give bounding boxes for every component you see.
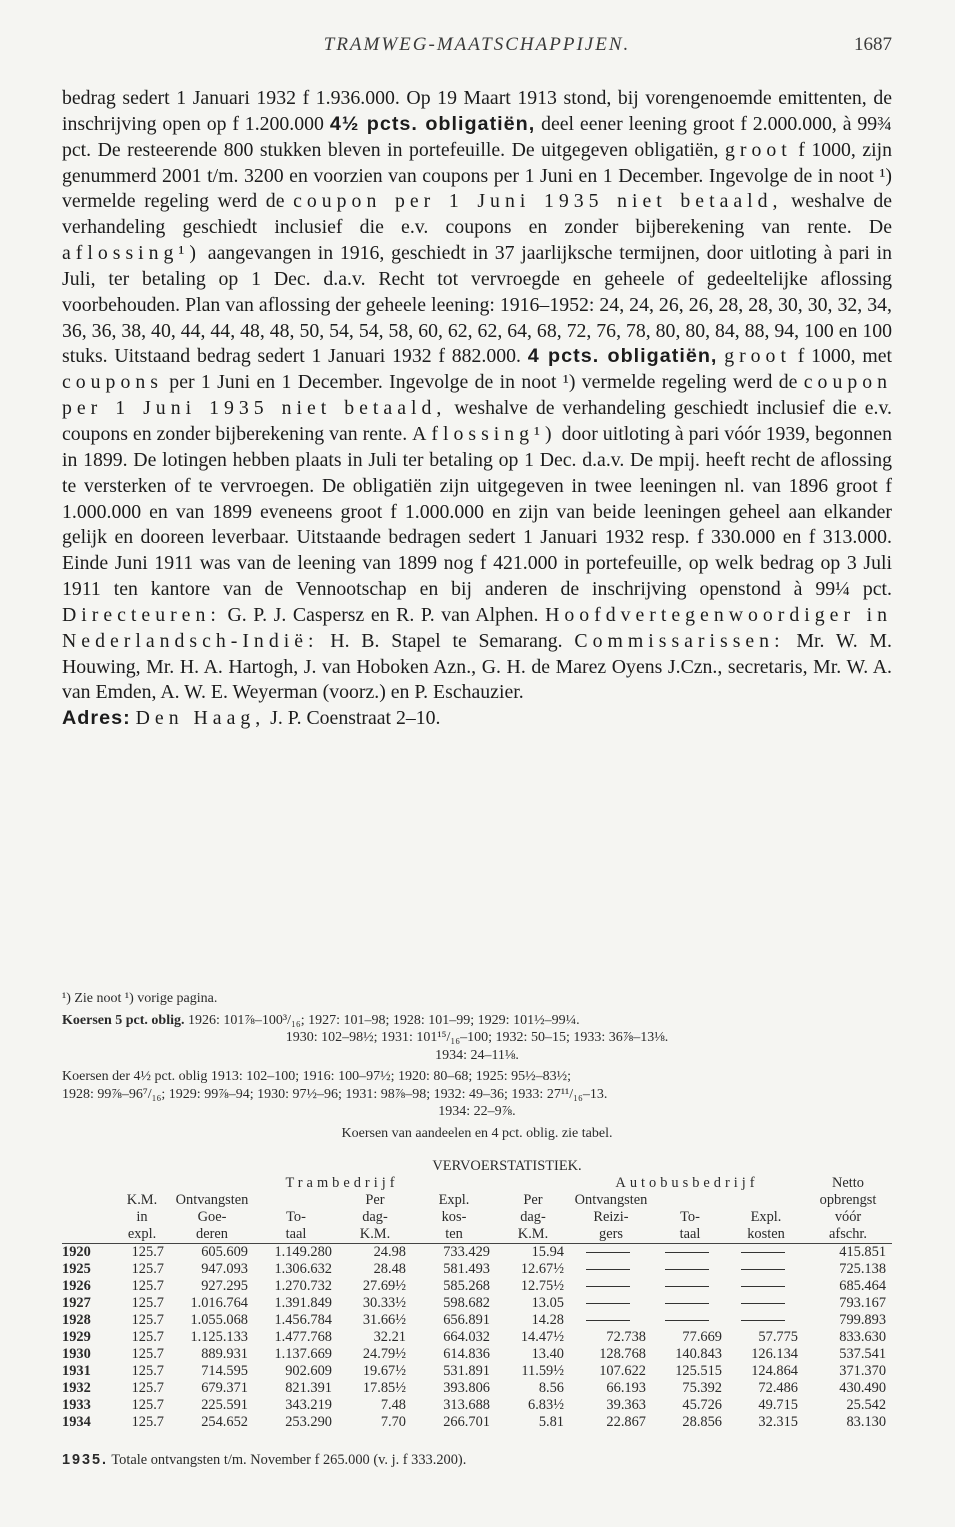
column-header: taal: [679, 1226, 701, 1242]
column-header: ten: [445, 1226, 463, 1242]
table-cell: 39.363: [606, 1397, 646, 1413]
heading-obligations-45: 4½ pcts. obligatiën,: [329, 112, 536, 135]
table-cell: 585.268: [443, 1278, 490, 1294]
column-header: Ontvangsten: [175, 1192, 249, 1208]
table-cell: 125.7: [131, 1295, 164, 1311]
row-year: 1929: [62, 1329, 91, 1345]
text-run: H. B. Stapel te Semarang.: [330, 629, 563, 652]
table-cell: [652, 1278, 728, 1295]
table-cell: 415.851: [839, 1244, 887, 1260]
empty-dash: [665, 1252, 709, 1253]
group-bus: Autobusbedrijf: [615, 1175, 759, 1191]
empty-dash: [741, 1269, 785, 1270]
table-cell: [728, 1261, 804, 1278]
column-header: opbrengst: [819, 1192, 877, 1208]
column-header: To-: [680, 1209, 700, 1225]
table-cell: 537.541: [839, 1346, 887, 1362]
table-cell: 614.836: [443, 1346, 490, 1362]
empty-dash: [741, 1252, 785, 1253]
table-cell: 714.595: [201, 1363, 248, 1379]
column-header: kosten: [747, 1226, 785, 1242]
table-cell: 1.125.133: [190, 1329, 248, 1345]
table-cell: 733.429: [443, 1244, 490, 1260]
column-header: kos-: [441, 1209, 467, 1225]
table-cell: 49.715: [758, 1397, 798, 1413]
header-row-3: [62, 1226, 892, 1244]
quotes-45pct-line: Koersen der 4½ pct. oblig 1913: 102–100; 1916: 100–97½; 1920: 80–68; 1925: 95½–83½;: [62, 1069, 572, 1084]
table-cell: 11.59½: [521, 1363, 564, 1379]
table-cell: 393.806: [443, 1380, 490, 1396]
empty-dash: [586, 1303, 630, 1304]
table-cell: 125.7: [131, 1244, 164, 1260]
group-tram: Trambedrijf: [285, 1175, 399, 1191]
text-run: G. P. J. Caspersz en R. P. van Alphen.: [227, 603, 539, 626]
table-cell: [570, 1295, 652, 1312]
table-cell: 14.47½: [520, 1329, 564, 1345]
table-cell: 28.48: [373, 1261, 406, 1277]
table-row: [62, 1312, 892, 1329]
table-cell: 371.370: [839, 1363, 887, 1379]
empty-dash: [741, 1303, 785, 1304]
table-cell: 947.093: [201, 1261, 248, 1277]
table-cell: 125.515: [675, 1363, 722, 1379]
statistics-table: [62, 1158, 892, 1431]
header-row-2: [62, 1209, 892, 1226]
table-cell: 793.167: [839, 1295, 887, 1311]
empty-dash: [586, 1252, 630, 1253]
table-cell: 343.219: [285, 1397, 332, 1413]
table-cell: 1.270.732: [274, 1278, 332, 1294]
table-cell: 125.7: [131, 1363, 164, 1379]
table-cell: 125.7: [131, 1414, 164, 1430]
quotes-shares-note: Koersen van aandeelen en 4 pct. oblig. zie tabel.: [341, 1125, 613, 1141]
table-cell: 7.48: [380, 1397, 406, 1413]
table-cell: 24.98: [373, 1244, 406, 1260]
label-directors: Directeuren:: [62, 603, 221, 626]
table-cell: 1.456.784: [274, 1312, 332, 1328]
column-header: taal: [285, 1226, 307, 1242]
address-city: Den Haag,: [135, 707, 266, 730]
column-header: dag-: [520, 1209, 546, 1225]
table-cell: 125.7: [131, 1278, 164, 1294]
table-cell: 1.149.280: [274, 1244, 332, 1260]
quotes-line: 1926: 101⅞–100³/₁₆; 1927: 101–98; 1928: 101–99; 1929: 101½–99¼.: [188, 1012, 580, 1028]
main-text: [62, 86, 892, 732]
column-header: K.M.: [126, 1192, 158, 1208]
footnote-1: ¹) Zie noot ¹) vorige pagina.: [62, 991, 218, 1006]
footnotes: [62, 990, 892, 1142]
table-cell: [652, 1261, 728, 1278]
table-cell: [570, 1312, 652, 1329]
table-cell: 77.669: [682, 1329, 722, 1345]
table-cell: 125.7: [131, 1380, 164, 1396]
row-year: 1927: [62, 1295, 91, 1311]
column-header: Goe-: [197, 1209, 227, 1225]
quotes-45pct-line: 1928: 99⅞–96⁷/₁₆; 1929: 99⅞–94; 1930: 97½–96; 1931: 98⅞–98; 1932: 49–36; 1933: 27¹¹/₁₆–13.: [62, 1086, 608, 1102]
text-run: Mr. W. M. Houwing, Mr. H. A. Hartogh, J. van Hoboken Azn., G. H. de Marez Oyens J.Czn., secretaris, Mr. W. A. van Emden, A. W. E. Weyerman (voorz.) en P. Eschauzier.: [62, 629, 892, 704]
column-header: Ontvangsten: [574, 1192, 648, 1208]
paragraph-obligations: [62, 86, 892, 706]
label-commissioners: Commissarissen:: [574, 629, 785, 652]
text-run: weshalve de verhandeling geschiedt inclusief die e.v. coupons en zonder bijberekening van rente.: [62, 397, 892, 445]
table-cell: 72.486: [758, 1380, 798, 1396]
table-cell: [652, 1312, 728, 1329]
transport-statistics: [62, 1158, 892, 1431]
table-cell: 45.726: [682, 1397, 722, 1413]
table-cell: 225.591: [201, 1397, 248, 1413]
table-cell: 72.738: [606, 1329, 646, 1345]
column-header: K.M.: [517, 1226, 549, 1242]
empty-dash: [665, 1303, 709, 1304]
table-cell: 430.490: [839, 1380, 887, 1396]
row-year: 1934: [62, 1414, 91, 1430]
table-cell: 107.622: [599, 1363, 646, 1379]
text-run: bedrag sedert 1 Januari 1932 f 1.936.000. Op 19 Maart 1913 stond, bij vorengenoemde emittenten, de inschrijving open op f 1.200.000: [62, 87, 892, 135]
table-cell: 14.28: [531, 1312, 564, 1328]
table-row: [62, 1346, 892, 1363]
table-row: [62, 1278, 892, 1295]
text-run: door uitloting à pari vóór 1939, begonnen in 1899. De lotingen hebben plaats in Juli ter betaling op 1 Dec. d.a.v. De mpij. heeft recht de aflossing te versterken of te vervroegen. De obligatiën zijn uitgegeven in twee leeningen nl. van 1896 groot f 1.000.000 en van 1899 eveneens groot f 1.000.000 en zijn van beide leeningen geheel aan elkander gelijk en dooreen leverbaar. Uitstaande bedragen sedert 1 Januari 1932 resp. f 330.000 en f 313.000. Einde Juni 1911 was van de leening van 1899 nog f 421.000 in portefeuille, op welk bedrag op 3 Juli 1911 ten kantore van de Vennootschap en bij anderen de inschrijving openstond à 99¼ pct.: [62, 422, 892, 601]
empty-dash: [741, 1320, 785, 1321]
text-run: f 1000, met: [797, 345, 892, 368]
table-cell: 28.856: [682, 1414, 722, 1430]
table-cell: 8.56: [538, 1380, 564, 1396]
column-header: gers: [599, 1226, 623, 1242]
table-cell: 126.134: [751, 1346, 798, 1362]
table-cell: 25.542: [846, 1397, 887, 1413]
table-row: [62, 1380, 892, 1397]
spaced-term: coupon per 1 Juni 1935 niet betaald,: [293, 190, 783, 213]
table-cell: [728, 1295, 804, 1312]
table-cell: 128.768: [599, 1346, 646, 1362]
table-cell: 57.775: [758, 1329, 798, 1345]
quotes-5pct-label: Koersen 5 pct. oblig.: [62, 1012, 185, 1028]
table-cell: 125.7: [131, 1261, 164, 1277]
empty-dash: [665, 1286, 709, 1287]
table-cell: 725.138: [839, 1261, 887, 1277]
table-cell: 75.392: [682, 1380, 722, 1396]
table-cell: 7.70: [380, 1414, 406, 1430]
table-cell: 821.391: [285, 1380, 332, 1396]
column-header: [728, 1192, 804, 1209]
table-cell: 32.315: [758, 1414, 798, 1430]
page-number: 1687: [854, 34, 892, 55]
column-header: vóór: [834, 1209, 862, 1225]
table-row: [62, 1414, 892, 1431]
row-year: 1926: [62, 1278, 91, 1294]
table-cell: 605.609: [201, 1244, 248, 1260]
table-cell: 253.290: [285, 1414, 332, 1430]
table-cell: 32.21: [373, 1329, 406, 1345]
table-cell: 833.630: [839, 1329, 887, 1345]
empty-dash: [586, 1269, 630, 1270]
table-cell: 531.891: [443, 1363, 490, 1379]
table-cell: 1.477.768: [274, 1329, 332, 1345]
table-cell: 125.7: [131, 1329, 164, 1345]
header-row-1: [62, 1192, 892, 1209]
empty-dash: [741, 1286, 785, 1287]
table-cell: [652, 1295, 728, 1312]
table-cell: 30.33½: [362, 1295, 406, 1311]
row-year: 1925: [62, 1261, 91, 1277]
table-cell: 1.016.764: [190, 1295, 248, 1311]
table-cell: [570, 1261, 652, 1278]
table-cell: 799.893: [839, 1312, 887, 1328]
row-year: 1920: [62, 1244, 91, 1260]
table-cell: 12.75½: [520, 1278, 564, 1294]
table-cell: [728, 1278, 804, 1295]
table-cell: 581.493: [443, 1261, 490, 1277]
quotes-5pct: [62, 1012, 892, 1030]
spaced-term: coupon per 1 Juni 1935 niet betaald,: [62, 371, 893, 420]
table-cell: 66.193: [606, 1380, 646, 1396]
text-run: f 1000, zijn genummerd 2001 t/m. 3200 en voorzien van coupons per 1 Juni en 1 December. Ingevolge de in noot ¹) vermelde regeling werd de: [62, 138, 892, 213]
header-title: TRAMWEG-MAATSCHAPPIJEN.: [323, 34, 631, 55]
quotes-line: 1930: 102–98½; 1931: 101¹⁵/₁₆–100; 1932: 50–15; 1933: 36⅞–13⅛.: [285, 1030, 669, 1045]
row-year: 1932: [62, 1380, 91, 1396]
table-cell: 15.94: [531, 1244, 564, 1260]
table-cell: 902.609: [285, 1363, 332, 1379]
table-cell: 124.864: [751, 1363, 798, 1379]
column-header: Expl.: [438, 1192, 470, 1208]
table-cell: 1.391.849: [274, 1295, 332, 1311]
table-cell: 927.295: [201, 1278, 248, 1294]
empty-dash: [586, 1320, 630, 1321]
row-year: 1931: [62, 1363, 91, 1379]
column-header: afschr.: [829, 1226, 867, 1242]
table-row: [62, 1244, 892, 1262]
empty-dash: [665, 1269, 709, 1270]
column-header: deren: [196, 1226, 228, 1242]
quotes-line: 1934: 24–11⅛.: [435, 1047, 519, 1063]
column-header: To-: [286, 1209, 306, 1225]
total-1935: [62, 1452, 892, 1469]
column-header: dag-: [362, 1209, 388, 1225]
spaced-term: Aflossing¹): [412, 422, 557, 445]
row-year: 1933: [62, 1397, 91, 1413]
spaced-term: groot: [724, 138, 792, 161]
table-cell: 13.40: [531, 1346, 564, 1362]
table-cell: 125.7: [131, 1397, 164, 1413]
spaced-term: aflossing¹): [62, 242, 201, 265]
table-cell: 889.931: [201, 1346, 248, 1362]
table-cell: [652, 1244, 728, 1262]
table-cell: 1.137.669: [274, 1346, 332, 1362]
label-address: Adres:: [62, 707, 131, 730]
row-year: 1928: [62, 1312, 91, 1328]
row-year: 1930: [62, 1346, 91, 1362]
table-row: [62, 1397, 892, 1414]
table-cell: 664.032: [443, 1329, 490, 1345]
table-row: [62, 1329, 892, 1346]
table-row: [62, 1261, 892, 1278]
table-cell: [728, 1244, 804, 1262]
table-cell: 313.688: [443, 1397, 490, 1413]
column-header: [652, 1192, 728, 1209]
text-run: aangevangen in 1916, geschiedt in 37 jaarlijksche termijnen, door uitloting à pari in Juli, ter betaling op 1 Dec. d.a.v. Recht tot vervroegde en geheele of gedeeltelijke aflossing voorbehouden. Plan van aflossing der geheele leening: 1916–1952: 24, 24, 26, 26, 28, 28, 30, 30, 32, 34, 36, 36, 38, 40, 44, 44, 48, 48, 50, 54, 54, 58, 60, 62, 62, 64, 68, 72, 76, 78, 80, 80, 84, 88, 94, 100 en 100 stuks. Uitstaand bedrag sedert 1 Januari 1932 f 882.000.: [62, 242, 892, 368]
table-cell: 266.701: [443, 1414, 490, 1430]
table-row: [62, 1363, 892, 1380]
column-header: Reizi-: [593, 1209, 629, 1225]
table-cell: 12.67½: [520, 1261, 564, 1277]
column-header: K.M.: [359, 1226, 391, 1242]
column-header: Per: [523, 1192, 543, 1208]
table-cell: 685.464: [839, 1278, 887, 1294]
text-run: weshalve de verhandeling geschiedt inclusief die e.v. coupons en zonder bijberekening van rente. De: [62, 190, 893, 239]
group-net: Netto: [832, 1175, 864, 1191]
column-header: expl.: [127, 1226, 157, 1242]
label-representative: Hoofdvertegenwoordiger in Nederlandsch-Indië:: [62, 603, 893, 652]
table-cell: [728, 1312, 804, 1329]
text-run: deel eener leening groot f 2.000.000, à 99¾ pct. De resteerende 800 stukken bleven in portefeuille. De uitgegeven obligatiën,: [62, 112, 892, 161]
table-cell: 656.891: [443, 1312, 490, 1328]
text-run: per 1 Juni en 1 December. Ingevolge de in noot ¹) vermelde regeling werd de: [169, 371, 798, 394]
column-header: Expl.: [750, 1209, 782, 1225]
table-cell: 598.682: [443, 1295, 490, 1311]
table-cell: 679.371: [201, 1380, 248, 1396]
year-1935: 1935.: [62, 1452, 109, 1468]
table-cell: [570, 1278, 652, 1295]
address-line: [62, 706, 892, 732]
table-cell: 6.83½: [528, 1397, 564, 1413]
table-cell: 19.67½: [362, 1363, 406, 1379]
table-cell: 13.05: [531, 1295, 564, 1311]
table-cell: 1.306.632: [274, 1261, 332, 1277]
table-cell: 31.66½: [362, 1312, 406, 1328]
table-cell: [570, 1244, 652, 1262]
running-header: [62, 34, 892, 62]
table-cell: 83.130: [846, 1414, 887, 1430]
column-header: in: [136, 1209, 148, 1225]
table-cell: 125.7: [131, 1346, 164, 1362]
table-cell: 27.69½: [362, 1278, 406, 1294]
table-cell: 17.85½: [362, 1380, 406, 1396]
table-cell: 1.055.068: [190, 1312, 248, 1328]
table-cell: 24.79½: [362, 1346, 406, 1362]
empty-dash: [586, 1286, 630, 1287]
quotes-45pct-line: 1934: 22–9⅞.: [438, 1104, 516, 1119]
table-cell: 125.7: [131, 1312, 164, 1328]
table-title: VERVOERSTATISTIEK.: [432, 1158, 582, 1174]
table-cell: 140.843: [675, 1346, 722, 1362]
address-street: J. P. Coenstraat 2–10.: [270, 707, 441, 730]
table-cell: 5.81: [538, 1414, 564, 1430]
spaced-term: coupons: [62, 371, 163, 394]
column-header: Per: [365, 1192, 385, 1208]
table-cell: 254.652: [201, 1414, 248, 1430]
total-text: Totale ontvangsten t/m. November f 265.000 (v. j. f 333.200).: [111, 1452, 467, 1468]
spaced-term: groot: [724, 345, 791, 368]
column-header: [254, 1192, 338, 1209]
table-row: [62, 1295, 892, 1312]
table-cell: 22.867: [606, 1414, 646, 1430]
empty-dash: [665, 1320, 709, 1321]
heading-obligations-4: 4 pcts. obligatiën,: [527, 345, 718, 368]
